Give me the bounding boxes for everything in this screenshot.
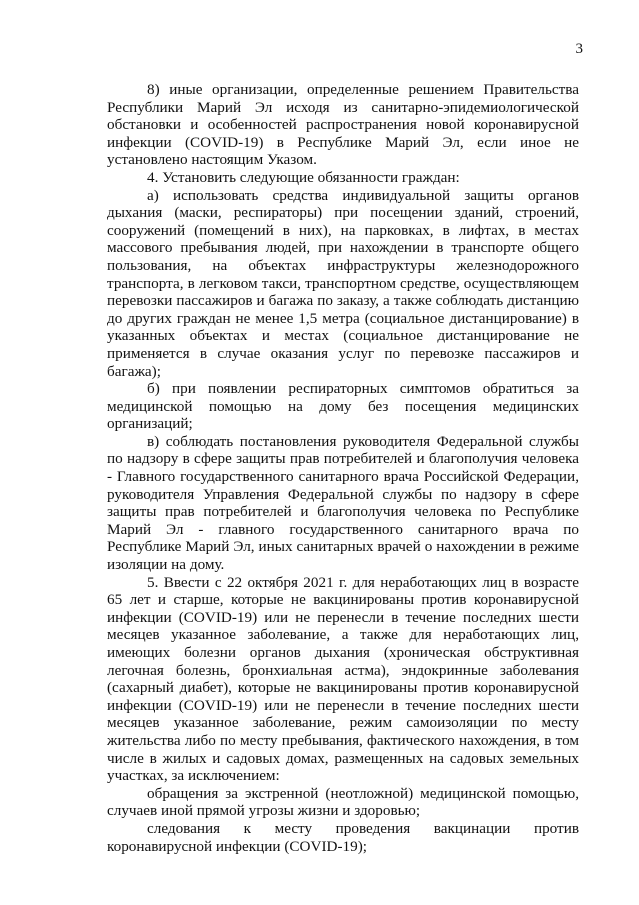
document-body	[107, 81, 579, 855]
paragraph-section-4-heading: 4. Установить следующие обязанности граждан:	[147, 168, 460, 186]
paragraph-4c-sanitary-orders: в) соблюдать постановления руководителя Федеральной службы по надзору в сфере защиты прав потребителей и благополучия человека - Главного государственного санитарного врача Российской Федерации, руководителя Управления Федеральной службы по надзору в сфере защиты прав потребителей и благополучия человека по Республике Марий Эл - главного государственного санитарного врача по Республике Марий Эл, иных санитарных врачей о нахождении в режиме изоляции на дому.	[107, 432, 579, 574]
paragraph-4b-respiratory-symptoms: б) при появлении респираторных симптомов обратиться за медицинской помощью на дому без посещения медицинских организаций;	[107, 380, 579, 433]
paragraph-exception-vaccination: следования к месту проведения вакцинации против коронавирусной инфекции (COVID-19);	[107, 819, 579, 855]
paragraph-4a-protective-equipment: а) использовать средства индивидуальной защиты органов дыхания (маски, респираторы) при посещении зданий, строений, сооружений (помещений в них), на парковках, в лифтах, в местах массового пребывания людей, при нахождении в транспорте общего пользования, на объектах инфраструктуры железнодорожного транспорта, в легковом такси, транспортном средстве, осуществляющем перевозки пассажиров и багажа по заказу, а также соблюдать дистанцию до других граждан не менее 1,5 метра (социальное дистанцирование) в указанных объектах и местах (социальное дистанцирование не применяется в случае оказания услуг по перевозке пассажиров и багажа);	[107, 186, 579, 380]
paragraph-exception-emergency-care: обращения за экстренной (неотложной) медицинской помощью, случаев иной прямой угрозы жизни и здоровью;	[107, 784, 579, 820]
page-number: 3	[575, 41, 583, 57]
paragraph-item-8-other-organizations: 8) иные организации, определенные решением Правительства Республики Марий Эл исходя из санитарно-эпидемиологической обстановки и особенностей распространения новой коронавирусной инфекции (COVID-19) в Республике Марий Эл, если иное не установлено настоящим Указом.	[107, 81, 579, 169]
paragraph-section-5-self-isolation: 5. Ввести с 22 октября 2021 г. для неработающих лиц в возрасте 65 лет и старше, которые не вакцинированы против коронавирусной инфекции (COVID-19) или не перенесли в течение последних шести месяцев указанное заболевание, а также для неработающих лиц, имеющих болезни органов дыхания (хроническая обструктивная легочная болезнь, бронхиальная астма), эндокринные заболевания (сахарный диабет), которые не вакцинированы против коронавирусной инфекции (COVID-19) или не перенесли в течение последних шести месяцев указанное заболевание, режим самоизоляции по месту жительства либо по месту пребывания, фактического нахождения, в том числе в жилых и садовых домах, размещенных на садовых земельных участках, за исключением:	[107, 573, 579, 785]
